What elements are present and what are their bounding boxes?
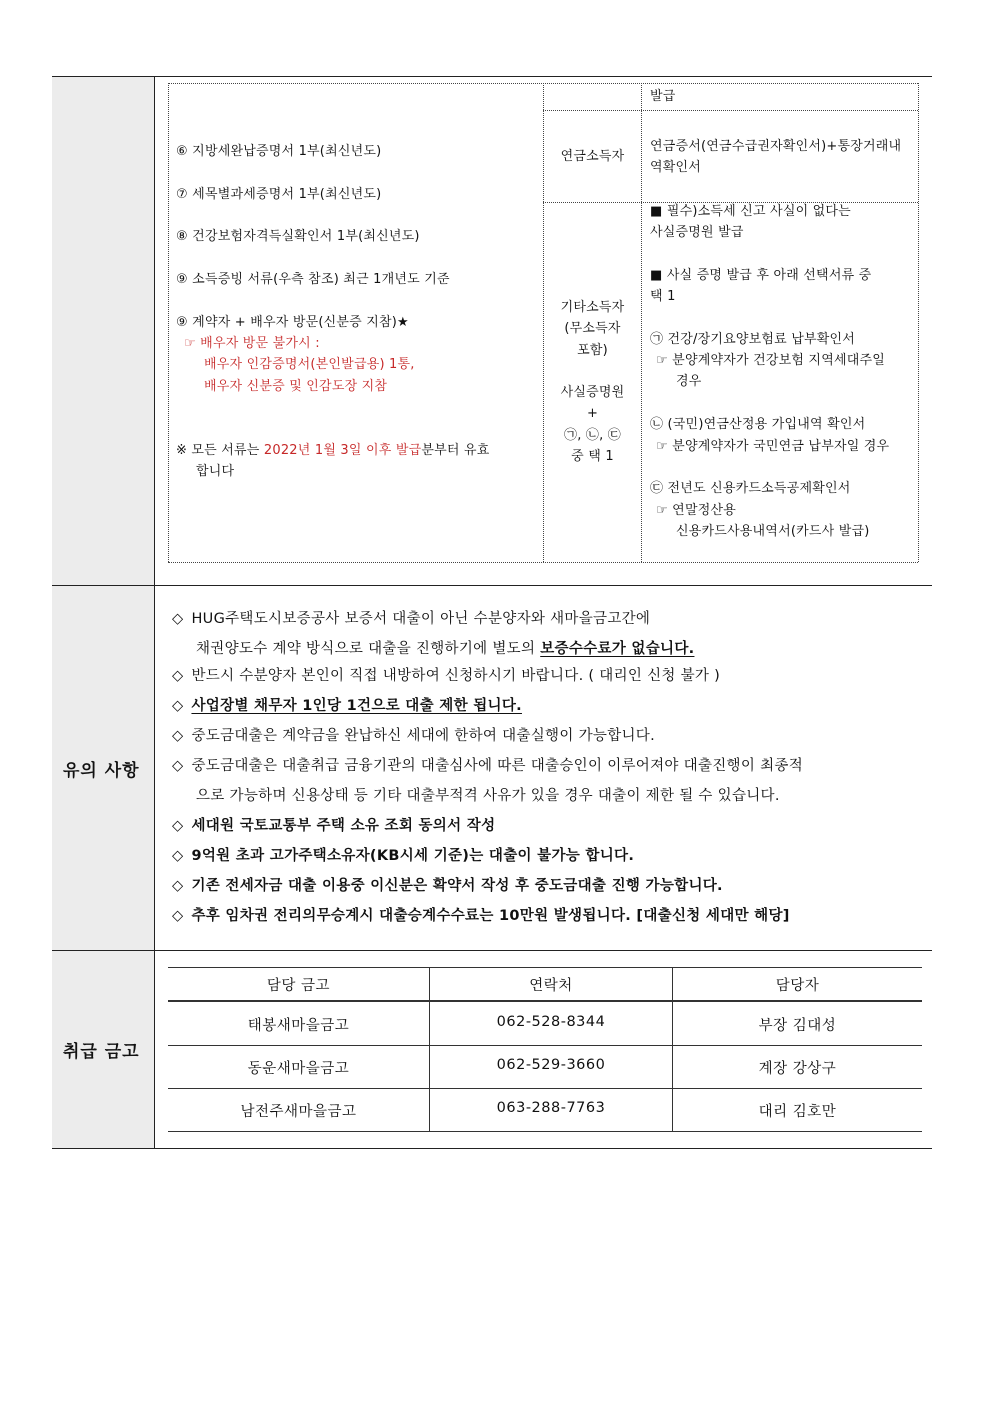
bank-header-contact: 연락처 (529, 978, 573, 994)
doc-item-9-visit: ⑨ 계약자 + 배우자 방문(신분증 지참)★ (176, 315, 409, 330)
table-row-1-contact: 062-528-8344 (496, 1014, 606, 1030)
table-row-3-manager: 대리 김호만 (758, 1104, 837, 1120)
validity-date: 2022년 1월 3일 이후 발급 (263, 443, 422, 458)
diamond-icon: ◇ (172, 848, 184, 864)
validity-note: ※ 모든 서류는 2022년 1월 3일 이후 발급분부터 유효 (176, 443, 490, 458)
doc-item-7: ⑦ 세목별과세증명서 1부(최신년도) (176, 187, 382, 202)
rule-bottom (52, 1148, 932, 1149)
bank-header-manager: 담당자 (775, 978, 820, 994)
notice-7: ◇ 9억원 초과 고가주택소유자(KB시세 기준)는 대출이 불가능 합니다. (172, 848, 635, 864)
diamond-icon: ◇ (172, 818, 184, 834)
table-row-1-branch: 태봉새마을금고 (247, 1018, 350, 1034)
pension-doc-line1: 연금증서(연금수급권자확인서)+통장거래내 (650, 139, 902, 154)
diamond-icon: ◇ (172, 728, 184, 744)
no-guarantee-fee: 보증수수료가 없습니다. (540, 641, 695, 657)
doc-item-8: ⑧ 건강보험자격득실확인서 1부(최신년도) (176, 229, 420, 244)
notice-9: ◇ 추후 임차권 전리의무승계시 대출승계수수료는 10만원 발생됩니다. [대출신청 세대만 해당] (172, 908, 790, 924)
notice-section-label: 유의 사항 (63, 761, 140, 781)
spouse-note-line3: 배우자 신분증 및 인감도장 지참 (204, 379, 388, 394)
bank-section-label: 취급 금고 (63, 1042, 140, 1062)
pension-doc-line2: 역확인서 (650, 160, 702, 175)
spouse-note-line1: ☞ 배우자 방문 불가시 : (184, 336, 320, 351)
diamond-icon: ◇ (172, 878, 184, 894)
bank-header-branch: 담당 금고 (266, 978, 331, 994)
notice-2: ◇ 반드시 수분양자 본인이 직접 내방하여 신청하시기 바랍니다. ( 대리인 신청 불가 ) (172, 668, 721, 684)
diamond-icon: ◇ (172, 758, 184, 774)
table-row-2-contact: 062-529-3660 (496, 1057, 606, 1073)
rule-top (52, 76, 932, 77)
table-row-2-manager: 계장 강상구 (758, 1061, 837, 1077)
notice-6: ◇ 세대원 국토교통부 주택 소유 조회 동의서 작성 (172, 818, 496, 834)
diamond-icon: ◇ (172, 698, 184, 714)
rule-section-1 (52, 585, 932, 586)
validity-note-line2: 합니다 (196, 464, 235, 479)
notice-4: ◇ 중도금대출은 계약금을 완납하신 세대에 한하여 대출실행이 가능합니다. (172, 728, 656, 744)
notice-3: ◇ 사업장별 채무자 1인당 1건으로 대출 제한 됩니다. (172, 698, 522, 714)
rule-label-divider (154, 76, 155, 1149)
doc-item-6: ⑥ 지방세완납증명서 1부(최신년도) (176, 144, 382, 159)
notice-5: ◇ 중도금대출은 대출취급 금융기관의 대출심사에 따른 대출승인이 이루어져야 대출진행이 최종적 (172, 758, 804, 774)
diamond-icon: ◇ (172, 611, 184, 627)
notice-1-cont: 채권양도수 계약 방식으로 대출을 진행하기에 별도의 보증수수료가 없습니다. (196, 641, 695, 657)
table-row-1-manager: 부장 김대성 (758, 1018, 837, 1034)
doc-item-9-income: ⑨ 소득증빙 서류(우측 참조) 최근 1개년도 기준 (176, 272, 450, 287)
diamond-icon: ◇ (172, 668, 184, 684)
notice-1: ◇ HUG주택도시보증공사 보증서 대출이 아닌 수분양자와 새마을금고간에 (172, 611, 651, 627)
notice-5-cont: 으로 가능하며 신용상태 등 기타 대출부적격 사유가 있을 경우 대출이 제한 될 수 있습니다. (196, 788, 780, 804)
issue-label: 발급 (650, 89, 676, 104)
spouse-note-line2: 배우자 인감증명서(본인발급용) 1통, (204, 357, 415, 372)
label-column-bg-top (52, 77, 154, 585)
pension-income-label: 연금소득자 (560, 149, 625, 164)
table-row-3-branch: 남전주새마을금고 (240, 1104, 357, 1120)
diamond-icon: ◇ (172, 908, 184, 924)
table-row-2-branch: 동운새마을금고 (247, 1061, 350, 1077)
table-row-3-contact: 063-288-7763 (496, 1100, 606, 1116)
rule-section-2 (52, 950, 932, 951)
notice-8: ◇ 기존 전세자금 대출 이용중 이신분은 확약서 작성 후 중도금대출 진행 가능합니다. (172, 878, 723, 894)
